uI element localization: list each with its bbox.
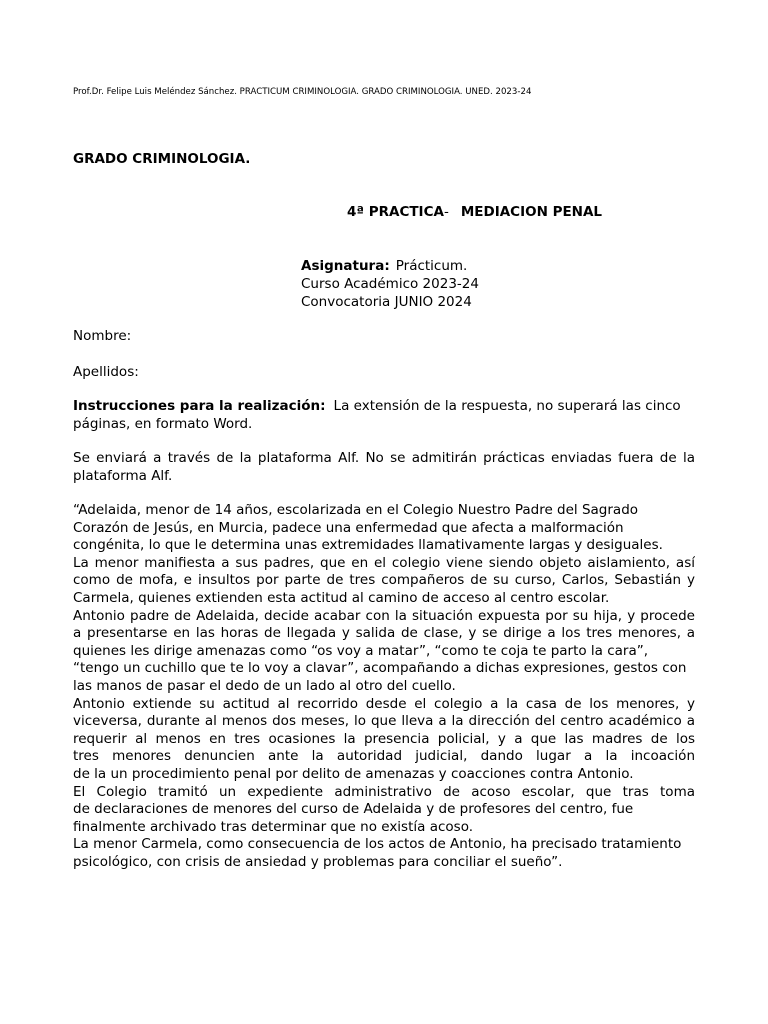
case-text	[73, 502, 695, 871]
case-line: “tengo un cuchillo que te lo voy a clavar”, acompañando a dichas expresiones, gestos con	[73, 660, 687, 677]
case-line: como de mofa, e insultos por parte de tres compañeros de su curso, Carlos, Sebastián y	[73, 572, 695, 589]
case-line: psicológico, con crisis de ansiedad y problemas para conciliar el sueño”.	[73, 853, 563, 870]
case-line: tres menores denuncien ante la autoridad judicial, dando lugar a la incoación	[73, 748, 695, 765]
exam-session: Convocatoria JUNIO 2024	[301, 294, 472, 310]
case-line: Antonio padre de Adelaida, decide acabar con la situación expuesta por su hija, y procede	[73, 607, 695, 624]
case-line: a presentarse en las horas de llegada y salida de clase, y se dirige a los tres menores, a	[73, 625, 695, 642]
subject-block	[301, 257, 479, 311]
case-line: Antonio extiende su actitud al recorrido desde el colegio a la casa de los menores, y	[73, 695, 695, 712]
case-line: El Colegio tramitó un expediente administrativo de acoso escolar, que tras toma	[73, 783, 695, 800]
submission-text: Se enviará a través de la plataforma Alf. No se admitirán prácticas enviadas fuera de la plataforma Alf.	[73, 450, 695, 484]
case-line: de la un procedimiento penal por delito de amenazas y coacciones contra Antonio.	[73, 765, 634, 782]
instructions-paragraph	[73, 398, 695, 433]
submission-paragraph	[73, 450, 695, 485]
case-line: requerir al menos en tres ocasiones la presencia policial, y a que las madres de los	[73, 730, 695, 747]
case-line: La menor Carmela, como consecuencia de los actos de Antonio, ha precisado tratamiento	[73, 836, 682, 853]
name-field-label: Nombre:	[73, 328, 132, 344]
subject-line	[301, 257, 479, 275]
case-line: “Adelaida, menor de 14 años, escolarizada en el Colegio Nuestro Padre del Sagrado	[73, 502, 639, 518]
case-line: quienes les dirige amenazas como “os voy a matar”, “como te coja te parto la cara”,	[73, 642, 649, 659]
degree-title: GRADO CRIMINOLOGIA.	[73, 151, 251, 167]
case-line: de declaraciones de menores del curso de Adelaida y de profesores del centro, fue	[73, 801, 634, 818]
practice-number: 4ª PRACTICA	[347, 204, 444, 220]
practice-topic: MEDIACION PENAL	[460, 204, 603, 220]
surname-field-label: Apellidos:	[73, 364, 139, 380]
case-line: viceversa, durante al menos dos meses, lo que lleva a la dirección del centro académico a	[73, 713, 695, 730]
instructions-label: Instrucciones para la realización:	[73, 398, 326, 414]
academic-year: Curso Académico 2023-24	[301, 276, 479, 292]
subject-label: Asignatura:	[301, 258, 390, 274]
subject-value: Prácticum.	[395, 258, 468, 274]
case-line: Corazón de Jesús, en Murcia, padece una enfermedad que afecta a malformación	[73, 519, 624, 536]
case-line: las manos de pasar el dedo de un lado al otro del cuello.	[73, 677, 456, 694]
case-line: La menor manifiesta a sus padres, que en el colegio viene siendo objeto aislamiento, así	[73, 554, 695, 571]
case-line: finalmente archivado tras determinar que no existía acoso.	[73, 818, 474, 835]
instructions-text: La extensión de la respuesta, no superará las cinco páginas, en formato Word.	[73, 398, 681, 432]
page-header: Prof.Dr. Felipe Luis Meléndez Sánchez. PRACTICUM CRIMINOLOGIA. GRADO CRIMINOLOGIA. UNED. 2023-24	[73, 87, 532, 97]
case-line: congénita, lo que le determina unas extremidades llamativamente largas y desiguales.	[73, 537, 663, 554]
practice-title	[347, 204, 602, 220]
practice-separator: -	[443, 204, 449, 220]
case-line: Carmela, quienes extienden esta actitud al camino de acceso al centro escolar.	[73, 589, 610, 606]
